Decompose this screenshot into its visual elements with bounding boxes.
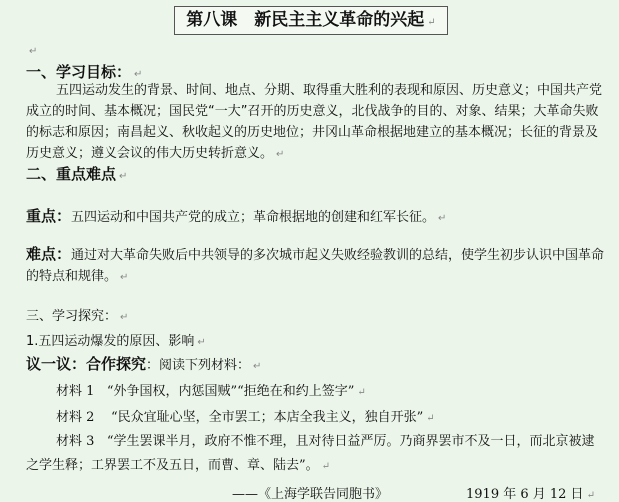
goals-text: 五四运动发生的背景、时间、地点、分期、取得重大胜利的表现和原因、历史意义；中国共产党成立的时间、基本概况；国民党“一大”召开的历史意义，北伐战争的目的、对象、结果；大革命失败的标志和原因；南昌起义、秋收起义的历史地位；井冈山革命根据地建立的基本概况；长征的背景及历史意义；遵义会议的伟大历史转折意义。 [26, 83, 603, 161]
discussion-line [26, 353, 261, 374]
key-heading-text: 二、重点难点 [26, 165, 117, 183]
paragraph-mark-icon: ↵ [426, 413, 435, 424]
goals-paragraph [26, 80, 606, 165]
paragraph-mark-icon: ↵ [120, 272, 129, 283]
motto [26, 40, 37, 58]
material-label: 材料 2 [56, 410, 95, 425]
discussion-label: 议一议：合作探究 [26, 355, 147, 373]
discussion-text: ：阅读下列材料： [146, 358, 251, 373]
material-text: “外争国权，内惩国贼”“拒绝在和约上签字” [106, 384, 355, 399]
key-heading [26, 163, 127, 184]
source-citation [232, 483, 388, 502]
date-text: 1919 年 6 月 12 日 [466, 487, 584, 502]
explore-item-text: 1.五四运动爆发的原因、影响 [26, 334, 195, 349]
paragraph-mark-icon: ↵ [197, 337, 206, 348]
paragraph-mark-icon: ↵ [427, 17, 436, 28]
lesson-title-text: 第八课 新民主主义革命的兴起 [186, 10, 425, 30]
difficulty-point [26, 244, 606, 288]
explore-heading-text: 三、学习探究： [26, 309, 118, 324]
lesson-title [174, 6, 448, 35]
paragraph-mark-icon: ↵ [29, 46, 38, 57]
source-text: ——《上海学联告同胞书》 [232, 487, 389, 502]
key-label: 重点： [26, 207, 72, 225]
material-2 [56, 406, 435, 425]
material-text: “学生罢课半月，政府不惟不理，且对待日益严厉。乃商界罢市不及一日，而北京被逮之学生释；工界罢工不及五日，而曹、章、陆去”。 [26, 434, 595, 473]
material-label: 材料 1 [56, 384, 95, 399]
material-text: “民众宜耻心坚，全市罢工；本店全我主义，独自开张” [110, 410, 424, 425]
explore-heading [26, 305, 128, 324]
goals-heading [26, 61, 142, 82]
goals-heading-text: 一、学习目标： [26, 63, 132, 81]
difficulty-text: 通过对大革命失败后中共领导的多次城市起义失败经验教训的总结，使学生初步认识中国革命的特点和规律。 [26, 248, 605, 284]
paragraph-mark-icon: ↵ [586, 490, 595, 501]
material-3 [26, 430, 606, 479]
paragraph-mark-icon: ↵ [276, 149, 285, 160]
explore-item [26, 330, 206, 349]
difficulty-label: 难点： [26, 245, 72, 263]
paragraph-mark-icon: ↵ [357, 387, 366, 398]
key-point [26, 205, 446, 226]
material-label: 材料 3 [56, 434, 95, 449]
material-1 [56, 380, 366, 399]
paragraph-mark-icon: ↵ [253, 361, 262, 372]
paragraph-mark-icon: ↵ [438, 213, 447, 224]
paragraph-mark-icon: ↵ [134, 69, 143, 80]
paragraph-mark-icon: ↵ [119, 171, 128, 182]
source-date [466, 483, 595, 502]
paragraph-mark-icon: ↵ [321, 461, 331, 472]
paragraph-mark-icon: ↵ [120, 312, 129, 323]
key-text: 五四运动和中国共产党的成立；革命根据地的创建和红军长征。 [71, 210, 436, 225]
